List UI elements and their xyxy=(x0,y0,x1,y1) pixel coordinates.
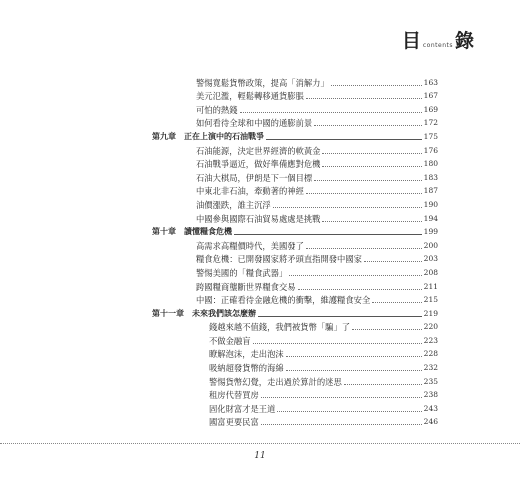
chapter-title: 正在上演中的石油戰爭 xyxy=(184,131,264,141)
toc-entry-page: 238 xyxy=(423,390,438,400)
toc-entry-title: 吸納超發貨幣的海綿 xyxy=(209,363,284,374)
table-of-contents xyxy=(152,74,438,427)
toc-entry-title: 石油大棋局，伊朗是下一個目標 xyxy=(196,172,313,183)
toc-entry[interactable] xyxy=(152,88,438,102)
toc-entry[interactable] xyxy=(152,414,438,428)
toc-entry-page: 208 xyxy=(423,267,438,277)
toc-entry-page: 183 xyxy=(423,172,438,182)
title-char-1: 目 xyxy=(401,30,421,52)
toc-entry[interactable] xyxy=(152,278,438,292)
dot-leader xyxy=(306,98,422,99)
toc-entry-page: 211 xyxy=(423,281,438,291)
chapter-title: 未來我們該怎麼辦 xyxy=(192,308,256,318)
toc-entry[interactable] xyxy=(152,196,438,210)
toc-entry-title: 中國：正確看待金融危機的衝擊，維護糧食安全 xyxy=(196,295,371,306)
dot-leader xyxy=(306,248,422,249)
toc-entry-page: 187 xyxy=(423,186,438,196)
dot-leader xyxy=(372,302,421,303)
dot-leader xyxy=(261,397,422,398)
footer-divider xyxy=(0,443,520,444)
toc-entry-title: 錢越來越不值錢，我們被貨幣「騙」了 xyxy=(209,322,351,333)
dot-leader xyxy=(314,125,422,126)
toc-entry-title: 石油能源，決定世界經濟的軟黃金 xyxy=(196,145,321,156)
toc-entry[interactable] xyxy=(152,251,438,265)
chapter-leader xyxy=(234,234,422,235)
toc-entry-title: 警惕寬鬆貨幣政策，提高「消解力」 xyxy=(196,77,329,88)
toc-entry[interactable] xyxy=(152,142,438,156)
dot-leader xyxy=(273,207,422,208)
toc-entry-title: 高需求高糧價時代，美國發了 xyxy=(196,240,304,251)
chapter-heading-10[interactable] xyxy=(152,224,438,238)
toc-entry-page: 220 xyxy=(423,322,438,332)
chapter-page: 175 xyxy=(423,131,438,141)
toc-entry[interactable] xyxy=(152,183,438,197)
toc-entry-title: 跨國糧商壟斷世界糧食交易 xyxy=(196,281,296,292)
toc-entry[interactable] xyxy=(152,156,438,170)
toc-entry-title: 石油戰爭逼近，做好準備應對危機 xyxy=(196,159,321,170)
chapter-label: 第九章 xyxy=(152,131,176,141)
toc-entry[interactable] xyxy=(152,101,438,115)
toc-entry-page: 223 xyxy=(423,335,438,345)
toc-entry-title: 中東北非石油，牽動著的神經 xyxy=(196,186,304,197)
toc-entry-page: 163 xyxy=(423,77,438,87)
dot-leader xyxy=(344,384,422,385)
toc-entry[interactable] xyxy=(152,387,438,401)
toc-entry-title: 美元氾濫，輕鬆轉移通貨膨脹 xyxy=(196,91,304,102)
chapter-leader xyxy=(266,139,422,140)
dot-leader xyxy=(352,329,422,330)
toc-entry-title: 警惕貨幣幻覺，走出過於算計的迷思 xyxy=(209,376,342,387)
dot-leader xyxy=(306,193,422,194)
dot-leader xyxy=(253,343,422,344)
toc-entry-page: 200 xyxy=(423,240,438,250)
dot-leader xyxy=(286,370,422,371)
chapter-heading-9[interactable] xyxy=(152,128,438,142)
toc-entry-page: 194 xyxy=(423,213,438,223)
dot-leader xyxy=(322,166,421,167)
toc-entry[interactable] xyxy=(152,115,438,129)
chapter-title: 讀懂糧食危機 xyxy=(184,227,232,237)
toc-entry[interactable] xyxy=(152,359,438,373)
title-char-2: 錄 xyxy=(454,30,474,52)
dot-leader xyxy=(331,85,422,86)
toc-entry-page: 167 xyxy=(423,91,438,101)
toc-entry[interactable] xyxy=(152,292,438,306)
chapter-page: 199 xyxy=(423,227,438,237)
toc-entry-title: 租房代替買房 xyxy=(209,390,259,401)
toc-entry-page: 235 xyxy=(423,376,438,386)
title-subtitle: contents xyxy=(422,42,453,49)
chapter-heading-11[interactable] xyxy=(152,305,438,319)
toc-entry-page: 169 xyxy=(423,104,438,114)
toc-entry[interactable] xyxy=(152,332,438,346)
toc-entry-title: 中國參與國際石油貿易處處是挑戰 xyxy=(196,213,321,224)
page-title xyxy=(402,26,474,53)
toc-entry-title: 糧食危機：已開發國家將矛頭直指開發中國家 xyxy=(196,254,362,265)
toc-entry[interactable] xyxy=(152,169,438,183)
toc-entry-title: 油價漲跌，誰主沉浮 xyxy=(196,199,271,210)
chapter-leader xyxy=(258,316,422,317)
dot-leader xyxy=(261,424,422,425)
toc-entry-title: 不做金融盲 xyxy=(209,335,251,346)
toc-entry-page: 203 xyxy=(423,254,438,264)
toc-entry[interactable] xyxy=(152,74,438,88)
toc-entry-page: 246 xyxy=(423,417,438,427)
chapter-label: 第十一章 xyxy=(152,308,184,318)
toc-entry-title: 如何看待全球和中國的通膨前景 xyxy=(196,118,313,129)
dot-leader xyxy=(322,153,421,154)
toc-entry-page: 176 xyxy=(423,145,438,155)
dot-leader xyxy=(289,275,421,276)
toc-entry[interactable] xyxy=(152,210,438,224)
dot-leader xyxy=(286,356,422,357)
dot-leader xyxy=(298,289,422,290)
toc-entry-title: 警惕美國的「糧食武器」 xyxy=(196,267,288,278)
toc-entry[interactable] xyxy=(152,237,438,251)
toc-entry-title: 國富更要民富 xyxy=(209,417,259,428)
toc-entry-page: 228 xyxy=(423,349,438,359)
toc-entry-page: 232 xyxy=(423,363,438,373)
page-number: 11 xyxy=(254,451,266,461)
toc-entry[interactable] xyxy=(152,400,438,414)
toc-entry-title: 瞭解泡沫，走出泡沫 xyxy=(209,349,284,360)
toc-entry[interactable] xyxy=(152,373,438,387)
toc-entry[interactable] xyxy=(152,346,438,360)
toc-entry-title: 固化財富才是王道 xyxy=(209,403,276,414)
chapter-label: 第十章 xyxy=(152,227,176,237)
toc-entry-page: 172 xyxy=(423,118,438,128)
toc-entry[interactable] xyxy=(152,319,438,333)
toc-entry-page: 215 xyxy=(423,295,438,305)
dot-leader xyxy=(322,221,421,222)
toc-entry-page: 243 xyxy=(423,403,438,413)
dot-leader xyxy=(240,112,422,113)
dot-leader xyxy=(364,261,422,262)
toc-entry-title: 可怕的熱錢 xyxy=(196,104,238,115)
dot-leader xyxy=(277,411,421,412)
dot-leader xyxy=(314,180,422,181)
toc-entry[interactable] xyxy=(152,264,438,278)
toc-entry-page: 180 xyxy=(423,159,438,169)
toc-entry-page: 190 xyxy=(423,199,438,209)
chapter-page: 219 xyxy=(423,308,438,318)
